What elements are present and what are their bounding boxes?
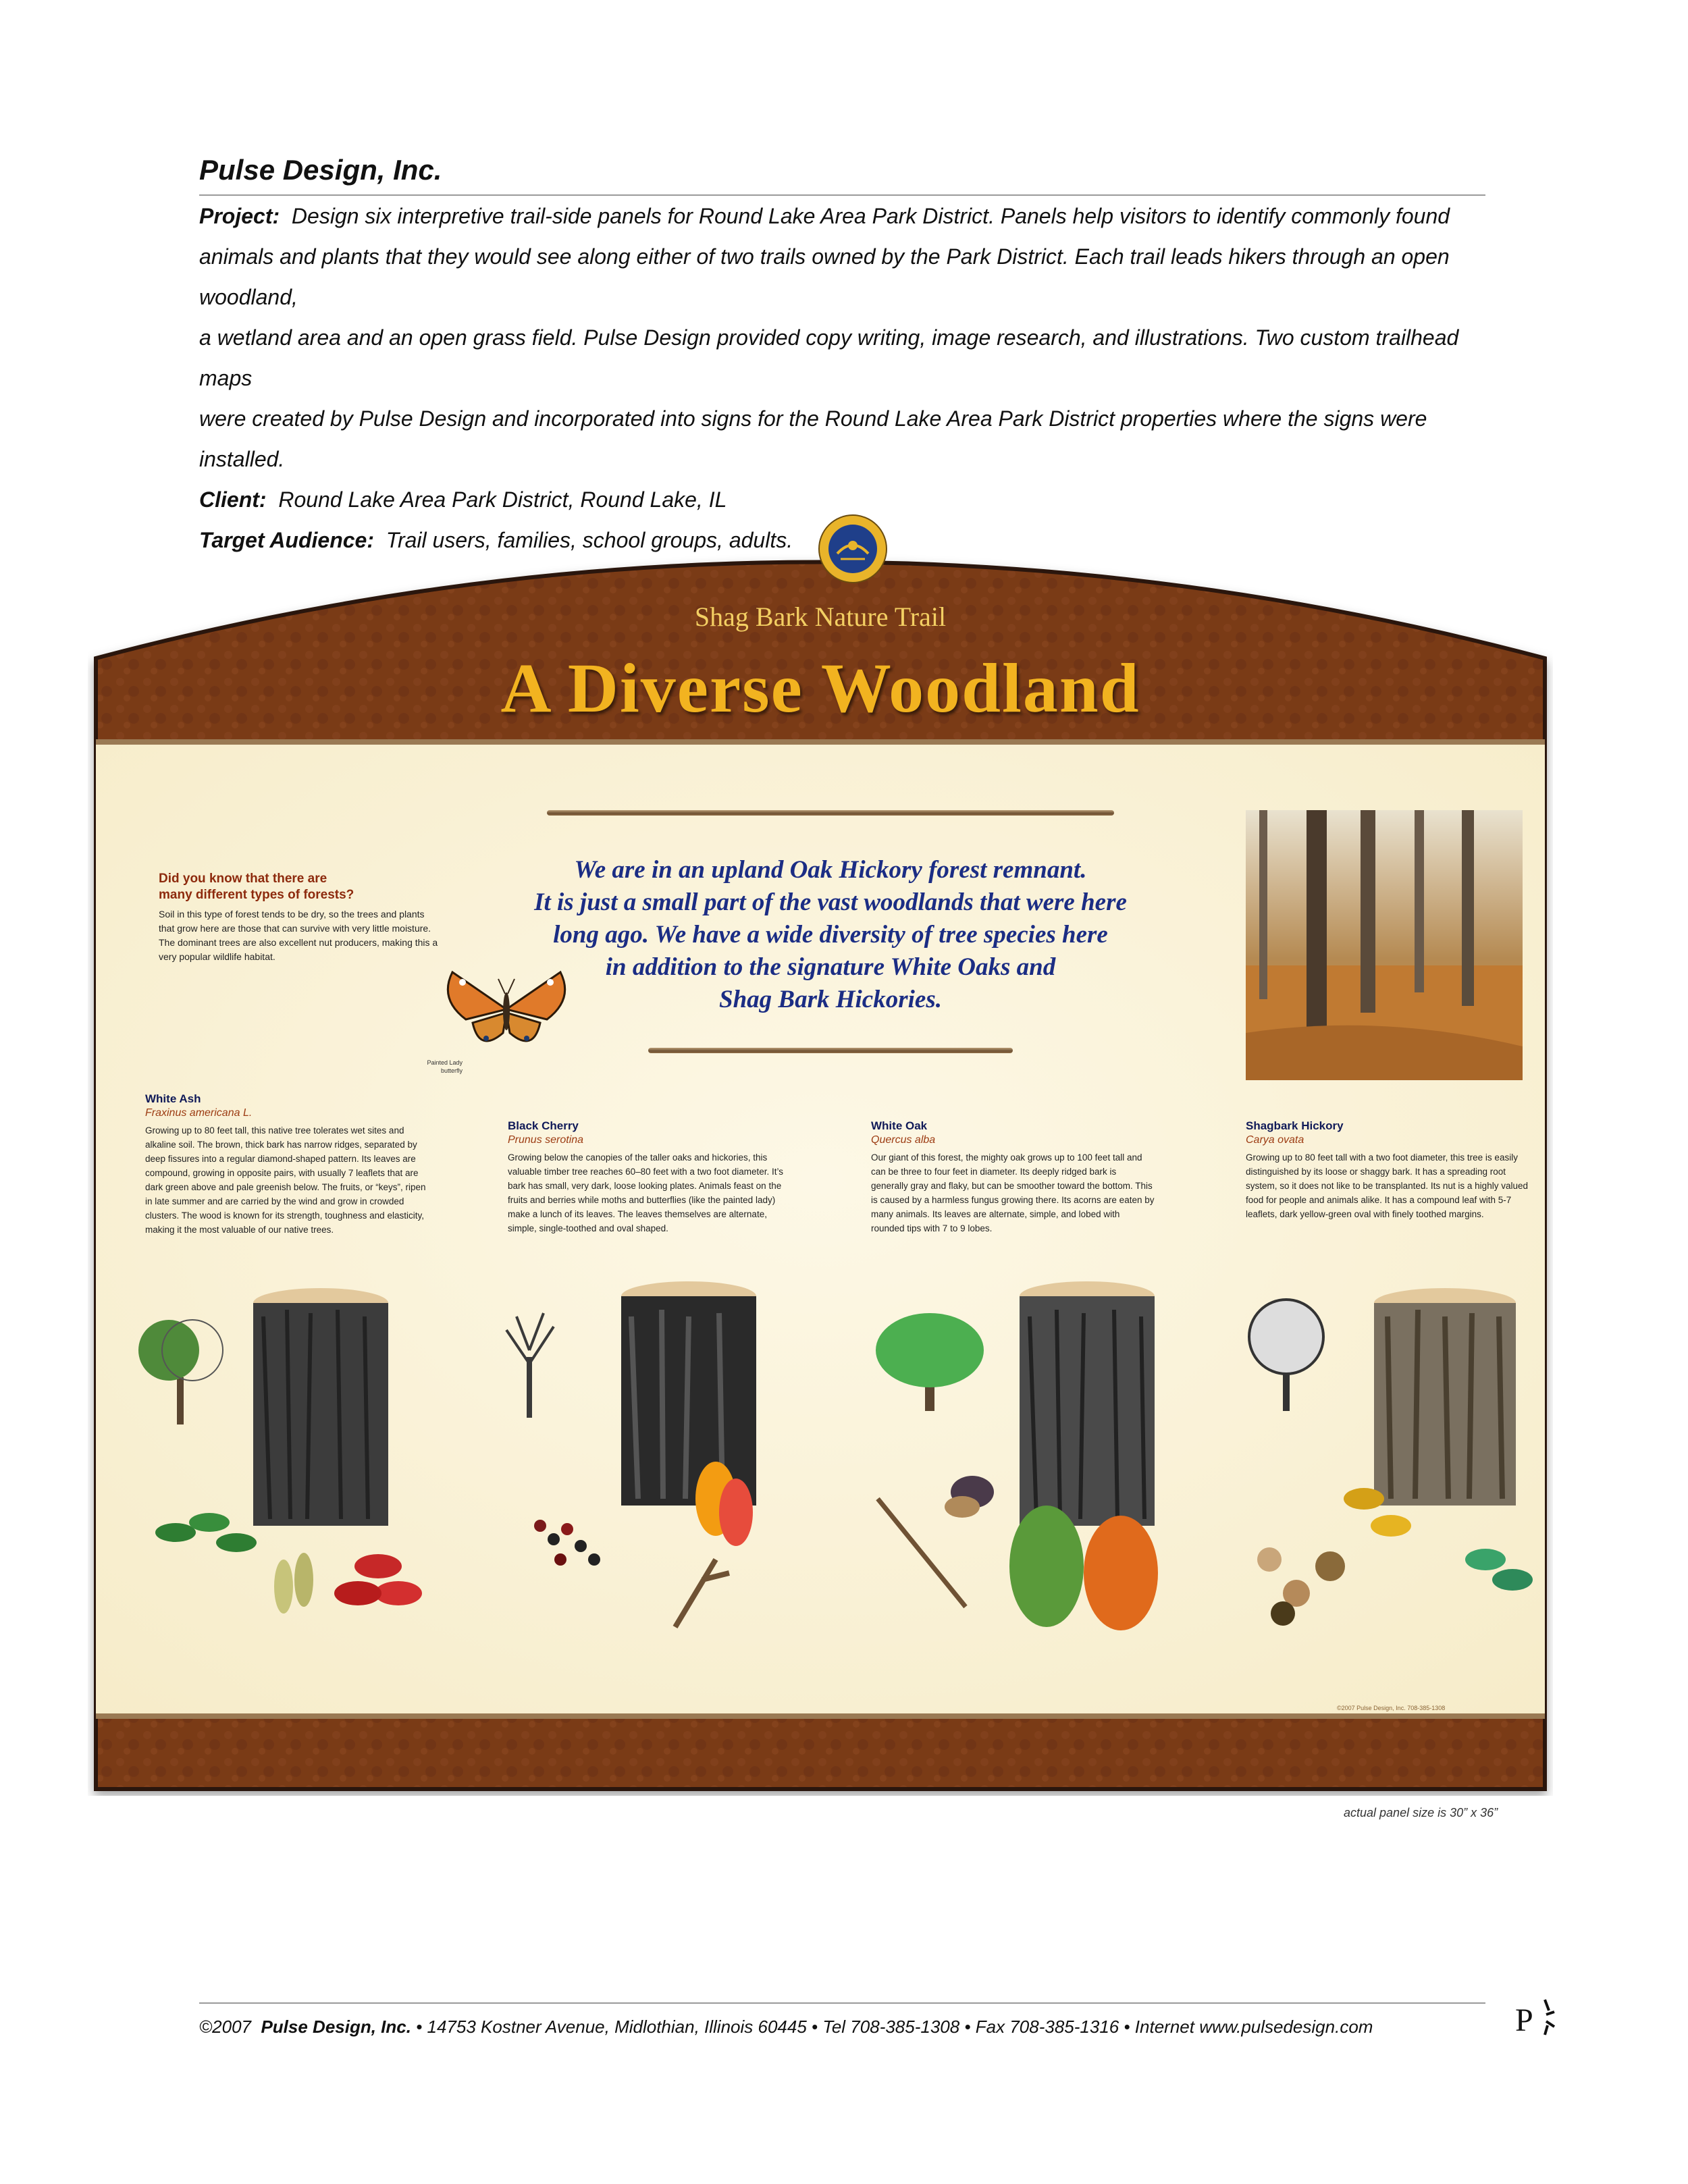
did-you-know-heading: many different types of forests? [159, 888, 354, 902]
tree-description: Growing up to 80 feet tall, this native tree tolerates wet sites and alkaline soil. The brown, thick bark has narrow ridges, separated by deep fissures into a regular diamond-shaped pattern. Its leaves are compound, growing in opposite pairs, with usually 7 leaflets that are dark green above and pale greenish below. The fruits, or “keys”, ripen in late summer and are carried by the wind and grow in crowded clusters. The wood is known for its strength, toughness and elasticity, making it the most valuable of our native trees. [145, 1125, 426, 1235]
white-ash-tree-icon [138, 1320, 223, 1424]
panel-size-note: actual panel size is 30” x 36” [1344, 1806, 1498, 1819]
panel-copyright: ©2007 Pulse Design, Inc. 708-385-1308 [1337, 1705, 1446, 1711]
white-ash-seed-icon [274, 1553, 313, 1614]
project-line: were created by Pulse Design and incorporated into signs for the Round Lake Area Park District properties where the signs were installed. [199, 406, 1427, 471]
did-you-know-box [159, 871, 442, 964]
shagbark-hickory-bark-icon [1374, 1288, 1516, 1506]
twig-divider-top [547, 810, 1114, 816]
black-cherry-fruit-icon [534, 1520, 600, 1566]
footer-company: Pulse Design, Inc. [261, 2017, 411, 2037]
company-name: Pulse Design, Inc. [199, 154, 442, 186]
painted-lady-butterfly-illustration [439, 959, 574, 1060]
butterfly-caption [402, 1059, 463, 1075]
tree-name: White Ash [145, 1092, 201, 1105]
footer-rule [199, 2002, 1485, 2004]
audience-value: Trail users, families, school groups, adults. [386, 528, 793, 552]
acorn-icon [945, 1476, 994, 1518]
intro-line: long ago. We have a wide diversity of tree species here [553, 921, 1108, 949]
project-label: Project: [199, 204, 280, 228]
intro-text [527, 854, 1134, 1016]
tree-description: Growing up to 80 feet tall with a two foot diameter, this tree is easily distinguished by its loose or shaggy bark. It has a spreading root system, so it does not like to be transplanted. Its nut is a highly valued food for people and animals alike. It has a compound leaf with 5-7 leaflets, dark yellow-green oval with finely toothed margins. [1246, 1152, 1528, 1219]
project-line: a wetland area and an open grass field. Pulse Design provided copy writing, image research, and illustrations. Two custom trailhead maps [199, 325, 1459, 390]
footer [199, 2017, 1373, 2037]
client-value: Round Lake Area Park District, Round Lake, IL [278, 487, 727, 512]
hickory-nut-icon [1257, 1547, 1345, 1626]
footer-copyright: ©2007 [199, 2017, 251, 2037]
black-cherry-bark-icon [621, 1281, 756, 1506]
white-ash-leaf-icon [155, 1513, 257, 1552]
tree-name: Shagbark Hickory [1246, 1119, 1344, 1132]
did-you-know-body: Soil in this type of forest tends to be dry, so the trees and plants that grow here are those that can survive with very little moisture. The dominant trees are also excellent nut producers, making this a very popular wildlife habitat. [159, 909, 438, 962]
pulse-design-logo [1512, 1992, 1560, 2046]
black-cherry-twig-icon [675, 1560, 729, 1627]
black-cherry-tree-icon [506, 1313, 554, 1418]
white-ash-bark-icon [253, 1288, 388, 1526]
white-oak-illustrations [851, 1276, 1229, 1641]
tree-description: Growing below the canopies of the taller oaks and hickories, this valuable timber tree reaches 60–80 feet with a two foot diameter. It’s bark has small, very dark, loose looking plates. Animals feast on the fruits and berries while moths and butterflies (like the painted lady) make a lunch of its leaves. The leaves themselves are alternate, simple, single-toothed and oval shaped. [508, 1152, 783, 1233]
project-line: Design six interpretive trail-side panels for Round Lake Area Park District. Panels help visitors to identify commonly found [291, 204, 1450, 228]
tree-entry-shagbark-hickory [1246, 1119, 1529, 1221]
white-oak-bark-icon [1020, 1281, 1155, 1526]
tree-description: Our giant of this forest, the mighty oak grows up to 100 feet tall and can be three to four feet in diameter. Its deeply ridged bark is generally gray and flaky, but can be smoother toward the bottom. This is caused by a harmless fungus growing there. Its acorns are eaten by many animals. Its leaves are alternate, simple, and lobed with rounded tips with 7 to 9 lobes. [871, 1152, 1155, 1233]
trail-name: Shag Bark Nature Trail [694, 602, 947, 632]
tree-name: White Oak [871, 1119, 928, 1132]
park-district-logo [817, 513, 889, 585]
project-line: animals and plants that they would see along either of two trails owned by the Park District. Each trail leads hikers through an open woodland, [199, 244, 1450, 309]
tree-entry-black-cherry [508, 1119, 791, 1235]
white-oak-tree-icon [876, 1313, 984, 1411]
intro-line: Shag Bark Hickories. [719, 986, 942, 1013]
tree-scientific-name: Prunus serotina [508, 1134, 584, 1146]
footer-details: • 14753 Kostner Avenue, Midlothian, Illinois 60445 • Tel 708-385-1308 • Fax 708-385-1316 • Internet www.pulsedesign.com [416, 2017, 1373, 2037]
intro-line: It is just a small part of the vast woodlands that were here [534, 888, 1127, 916]
audience-label: Target Audience: [199, 528, 374, 552]
white-ash-autumn-leaf-icon [334, 1554, 422, 1605]
svg-text:P: P [1515, 2002, 1533, 2038]
project-description [199, 196, 1502, 560]
black-cherry-illustrations [486, 1276, 837, 1641]
shagbark-hickory-tree-icon [1249, 1300, 1323, 1411]
panel-title: A Diverse Woodland [500, 649, 1140, 727]
tree-entry-white-oak [871, 1119, 1155, 1235]
white-ash-illustrations [135, 1276, 446, 1641]
tree-scientific-name: Fraxinus americana L. [145, 1107, 253, 1119]
tree-name: Black Cherry [508, 1119, 579, 1132]
shagbark-hickory-illustrations [1229, 1276, 1553, 1641]
intro-line: in addition to the signature White Oaks and [605, 953, 1056, 981]
butterfly-caption-line: butterfly [440, 1067, 463, 1074]
intro-line: We are in an upland Oak Hickory forest remnant. [574, 856, 1087, 884]
tree-entry-white-ash [145, 1092, 429, 1237]
tree-scientific-name: Quercus alba [871, 1134, 936, 1146]
forest-photo [1246, 810, 1523, 1080]
did-you-know-heading: Did you know that there are [159, 872, 327, 886]
tree-scientific-name: Carya ovata [1246, 1134, 1304, 1146]
interpretive-panel [88, 513, 1553, 1796]
client-label: Client: [199, 487, 267, 512]
twig-divider-bottom [648, 1048, 1013, 1053]
butterfly-caption-line: Painted Lady [427, 1059, 463, 1066]
